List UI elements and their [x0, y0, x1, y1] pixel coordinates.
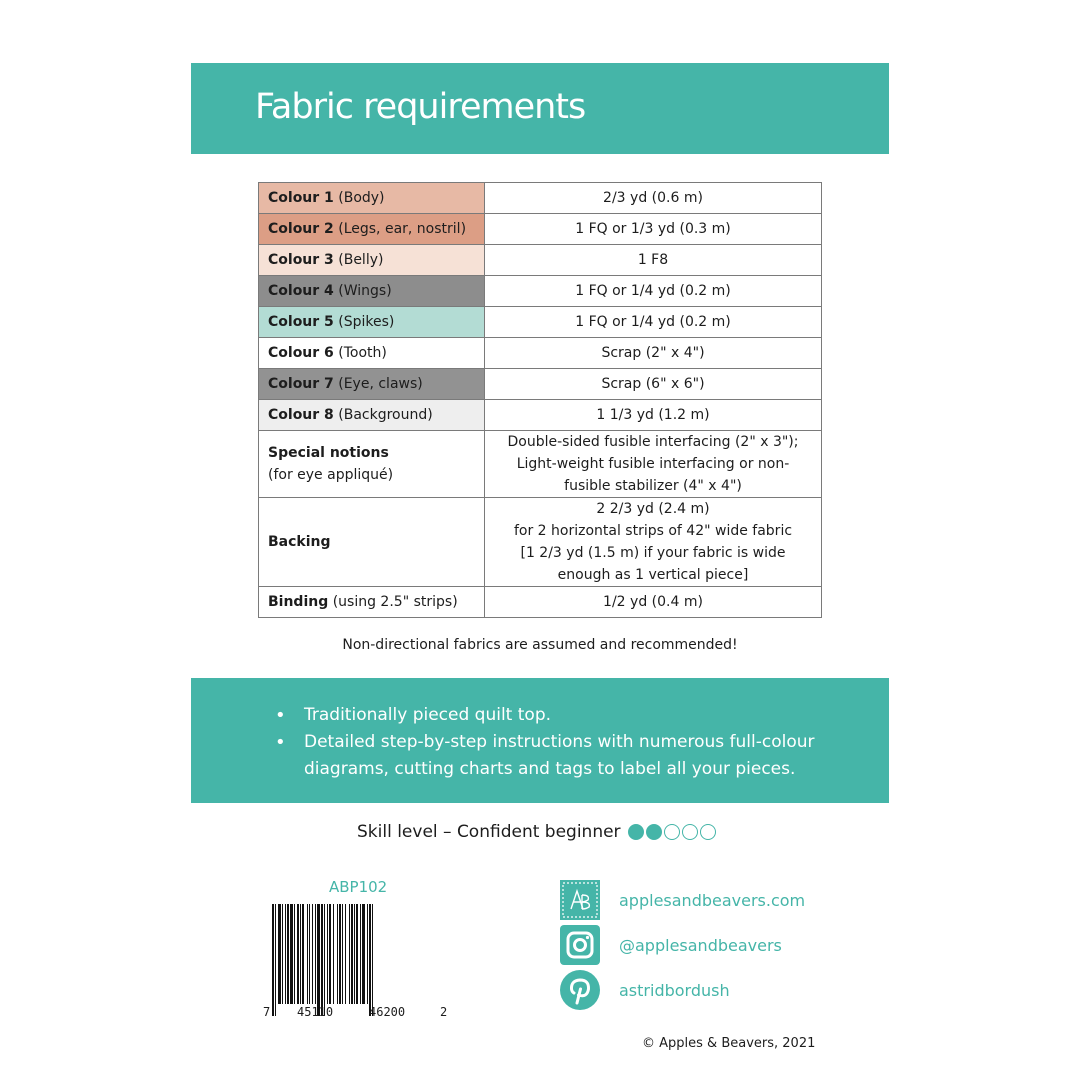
skill-dot-icon [700, 824, 716, 840]
fabric-colour-name: Colour 6 [268, 345, 334, 361]
instagram-handle[interactable]: @applesandbeavers [619, 935, 782, 955]
fabric-label-cell [259, 276, 485, 307]
notions-row [259, 431, 822, 498]
barcode-bar [287, 904, 289, 1004]
barcode-bar [327, 904, 328, 1004]
fabric-label-cell [259, 307, 485, 338]
fabric-colour-use: (Belly) [333, 252, 384, 268]
barcode-bar [285, 904, 286, 1004]
barcode-bar [324, 904, 325, 1016]
pinterest-handle[interactable]: astridbordush [619, 980, 730, 1000]
notions-line: Light-weight fusible interfacing or non- [516, 456, 790, 472]
barcode-bar [278, 904, 281, 1004]
barcode-bar [300, 904, 301, 1004]
contact-pinterest[interactable] [560, 970, 730, 1010]
fabric-label-cell [259, 183, 485, 214]
barcode-bar [297, 904, 299, 1004]
barcode-bar [356, 904, 358, 1004]
barcode-bar [272, 904, 274, 1016]
fabric-amount: 1 FQ or 1/4 yd (0.2 m) [485, 307, 822, 338]
notions-label-cell [259, 431, 485, 498]
barcode-bar [367, 904, 368, 1004]
barcode-digits-left: 45110 [297, 1005, 334, 1019]
skill-level [357, 822, 718, 842]
header-band [191, 63, 889, 154]
pinterest-icon [560, 970, 600, 1010]
fabric-amount: 1 FQ or 1/3 yd (0.3 m) [485, 214, 822, 245]
binding-label-cell [259, 587, 485, 618]
bullet-icon: • [275, 705, 286, 726]
fabric-colour-use: (Body) [333, 190, 385, 206]
fabric-colour-use: (Eye, claws) [333, 376, 423, 392]
fabric-colour-name: Colour 4 [268, 283, 334, 299]
fabric-colour-use: (Tooth) [333, 345, 387, 361]
fabric-row [259, 400, 822, 431]
backing-label-cell [259, 498, 485, 587]
fabric-amount: 1 1/3 yd (1.2 m) [485, 400, 822, 431]
backing-line: 2 2/3 yd (2.4 m) [596, 501, 710, 517]
backing-value-cell [485, 498, 822, 587]
barcode-bar [372, 904, 373, 1016]
fabric-requirements-table [258, 182, 822, 618]
fabric-colour-name: Colour 1 [268, 190, 334, 206]
barcode-bar [282, 904, 283, 1004]
fabric-row [259, 307, 822, 338]
fabric-colour-name: Colour 3 [268, 252, 334, 268]
fabric-row [259, 369, 822, 400]
fabric-label-cell [259, 369, 485, 400]
feature-item [275, 702, 855, 729]
binding-amount: 1/2 yd (0.4 m) [485, 587, 822, 618]
backing-line: [1 2/3 yd (1.5 m) if your fabric is wide [520, 545, 786, 561]
barcode-bar [294, 904, 295, 1004]
barcode-bar [360, 904, 361, 1004]
barcode-bar [342, 904, 343, 1004]
barcode-bar [345, 904, 346, 1004]
fabric-label-cell [259, 338, 485, 369]
fabric-row [259, 338, 822, 369]
contact-instagram[interactable] [560, 925, 782, 965]
barcode-bar [321, 904, 323, 1016]
fabric-note: Non-directional fabrics are assumed and recommended! [342, 637, 738, 653]
fabric-colour-use: (Wings) [333, 283, 392, 299]
binding-label: Binding [268, 594, 329, 610]
notions-line: fusible stabilizer (4" x 4") [564, 478, 742, 494]
instagram-icon [560, 925, 600, 965]
bullet-icon: • [275, 732, 286, 753]
fabric-colour-use: (Spikes) [333, 314, 395, 330]
copyright: © Apples & Beavers, 2021 [642, 1036, 816, 1051]
fabric-amount: Scrap (2" x 4") [485, 338, 822, 369]
skill-level-dots [628, 824, 718, 840]
barcode-digit-first: 7 [263, 1005, 271, 1019]
apples-and-beavers-logo-icon [560, 880, 600, 920]
fabric-colour-name: Colour 7 [268, 376, 334, 392]
feature-item [275, 729, 855, 783]
backing-line: for 2 horizontal strips of 42" wide fabric [513, 523, 793, 539]
fabric-colour-use: (Legs, ear, nostril) [333, 221, 467, 237]
barcode-bar [312, 904, 313, 1004]
backing-line: enough as 1 vertical piece] [557, 567, 749, 583]
barcode-bar [369, 904, 371, 1016]
fabric-row [259, 183, 822, 214]
barcode [262, 904, 450, 1022]
barcode-digits-right: 46200 [369, 1005, 406, 1019]
contact-website[interactable] [560, 880, 805, 920]
notions-label: Special notions [268, 445, 389, 461]
skill-dot-icon [682, 824, 698, 840]
fabric-label-cell [259, 245, 485, 276]
fabric-amount: 1 F8 [485, 245, 822, 276]
fabric-colour-name: Colour 2 [268, 221, 334, 237]
product-code: ABP102 [329, 878, 388, 896]
barcode-bar [275, 904, 276, 1016]
backing-label: Backing [268, 534, 331, 550]
fabric-label-cell [259, 400, 485, 431]
barcode-bar [290, 904, 293, 1004]
backing-row [259, 498, 822, 587]
skill-level-text: Skill level – Confident beginner [357, 822, 621, 842]
fabric-label-cell [259, 214, 485, 245]
barcode-bar [317, 904, 320, 1016]
barcode-bar [329, 904, 331, 1004]
notions-label-sub: (for eye appliqué) [268, 467, 394, 483]
page-title: Fabric requirements [255, 87, 586, 127]
skill-dot-icon [664, 824, 680, 840]
notions-line: Double-sided fusible interfacing (2" x 3"); [507, 434, 799, 450]
barcode-bar [354, 904, 355, 1004]
features-list [275, 702, 855, 783]
notions-value-cell [485, 431, 822, 498]
barcode-bar [349, 904, 350, 1004]
website-link[interactable]: applesandbeavers.com [619, 890, 806, 910]
binding-label-sub: (using 2.5" strips) [328, 594, 458, 610]
barcode-bar [337, 904, 338, 1004]
barcode-bar [309, 904, 310, 1004]
fabric-colour-name: Colour 8 [268, 407, 334, 423]
fabric-amount: Scrap (6" x 6") [485, 369, 822, 400]
barcode-bar [339, 904, 341, 1004]
feature-text: Traditionally pieced quilt top. [304, 705, 552, 725]
fabric-colour-name: Colour 5 [268, 314, 334, 330]
skill-dot-icon [628, 824, 644, 840]
barcode-bar [362, 904, 365, 1004]
barcode-digit-last: 2 [440, 1005, 448, 1019]
fabric-row [259, 276, 822, 307]
fabric-amount: 2/3 yd (0.6 m) [485, 183, 822, 214]
fabric-row [259, 245, 822, 276]
barcode-bar [315, 904, 316, 1004]
skill-dot-icon [646, 824, 662, 840]
barcode-bar [351, 904, 353, 1004]
features-band [191, 678, 889, 803]
barcode-bar [333, 904, 334, 1004]
feature-text: Detailed step-by-step instructions with numerous full-colour diagrams, cutting charts and tags to label all your pieces. [304, 732, 815, 779]
barcode-bar [302, 904, 304, 1004]
barcode-bar [307, 904, 308, 1004]
fabric-amount: 1 FQ or 1/4 yd (0.2 m) [485, 276, 822, 307]
binding-row [259, 587, 822, 618]
fabric-row [259, 214, 822, 245]
fabric-colour-use: (Background) [333, 407, 433, 423]
